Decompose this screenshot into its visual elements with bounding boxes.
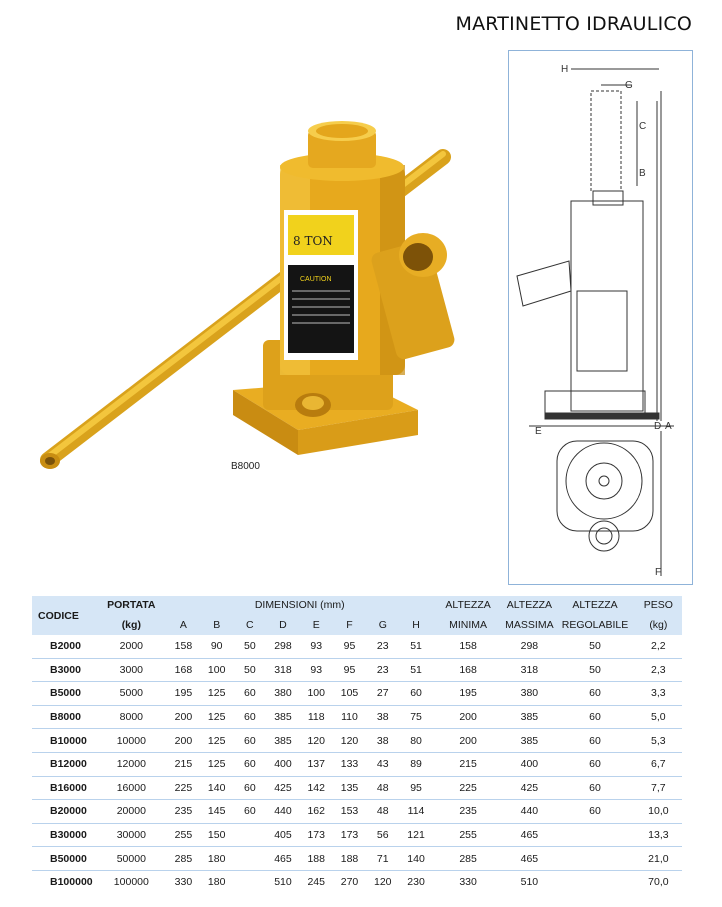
altezza-regolabile-cell — [555, 847, 634, 871]
dim-cell: 133 — [333, 752, 366, 776]
dim-cell: 56 — [366, 823, 399, 847]
dim-cell: 270 — [340, 876, 359, 889]
dim-cell: 245 — [307, 876, 325, 889]
code-cell: B16000 — [32, 776, 96, 800]
dim-label-a: A — [665, 421, 672, 432]
col-header-g: G — [366, 614, 399, 635]
table-row — [32, 823, 682, 847]
portata-cell: 50000 — [96, 847, 167, 871]
dim-cell: 150 — [200, 823, 233, 847]
dim-cell: 93 — [300, 658, 333, 682]
dim-cell: 114 — [399, 800, 432, 824]
portata-cell: 12000 — [96, 752, 167, 776]
dim-cell: 60 — [233, 729, 266, 753]
photo-label: B8000 — [231, 461, 260, 472]
peso-cell: 2,3 — [635, 658, 682, 682]
dim-cell: 60 — [233, 800, 266, 824]
table-row — [32, 729, 682, 753]
dim-cell: 93 — [300, 635, 333, 658]
dim-cell — [233, 847, 266, 871]
table-row — [32, 682, 682, 706]
caution-text: CAUTION — [300, 276, 332, 283]
dim-cell: 60 — [233, 705, 266, 729]
table-row — [32, 870, 682, 893]
peso-cell: 21,0 — [635, 847, 682, 871]
dim-cell: 200 — [167, 729, 200, 753]
col-header-altezza-massima-1: ALTEZZA — [503, 596, 555, 614]
table-row — [32, 776, 682, 800]
dim-cell: 125 — [200, 752, 233, 776]
peso-cell: 5,3 — [635, 729, 682, 753]
dim-cell: 43 — [366, 752, 399, 776]
dim-cell: 50 — [233, 635, 266, 658]
col-header-a: A — [167, 614, 200, 635]
dim-cell: 440 — [266, 800, 299, 824]
peso-cell: 7,7 — [635, 776, 682, 800]
dim-cell: 180 — [207, 876, 226, 889]
dim-cell: 38 — [366, 705, 399, 729]
altezza-massima-cell: 465 — [503, 823, 555, 847]
code-cell: B2000 — [32, 635, 96, 658]
code-cell: B3000 — [32, 658, 96, 682]
dim-cell: 140 — [399, 847, 432, 871]
dim-cell: 298 — [266, 635, 299, 658]
dim-cell — [233, 823, 266, 847]
altezza-massima-cell: 465 — [503, 847, 555, 871]
table-row — [32, 705, 682, 729]
technical-drawing-svg — [509, 51, 692, 584]
portata-cell: 30000 — [96, 823, 167, 847]
dim-cell: 71 — [366, 847, 399, 871]
altezza-regolabile-cell: 60 — [555, 776, 634, 800]
header-row-1 — [32, 596, 682, 614]
dim-label-h: H — [561, 64, 569, 75]
altezza-regolabile-cell: 60 — [555, 705, 634, 729]
portata-cell: 5000 — [96, 682, 167, 706]
dim-cell: 95 — [399, 776, 432, 800]
dim-cell: 235 — [167, 800, 200, 824]
dim-label-f: F — [655, 567, 662, 578]
altezza-regolabile-cell: 60 — [555, 729, 634, 753]
altezza-minima-cell: 168 — [433, 658, 504, 682]
altezza-minima-cell: 330 — [459, 876, 477, 889]
col-header-d: D — [266, 614, 299, 635]
dim-cell: 48 — [366, 776, 399, 800]
col-header-altezza-regolabile-1: ALTEZZA — [555, 596, 634, 614]
table-row — [32, 635, 682, 658]
dim-cell: 188 — [333, 847, 366, 871]
dim-cell: 285 — [167, 847, 200, 871]
dim-cell: 60 — [233, 752, 266, 776]
altezza-regolabile-cell: 50 — [555, 635, 634, 658]
altezza-regolabile-cell: 60 — [555, 800, 634, 824]
dim-cell: 158 — [167, 635, 200, 658]
altezza-massima-cell: 385 — [503, 705, 555, 729]
dim-cell: 50 — [233, 658, 266, 682]
peso-cell: 10,0 — [635, 800, 682, 824]
portata-cell: 2000 — [96, 635, 167, 658]
dim-cell: 95 — [333, 658, 366, 682]
peso-cell: 70,0 — [648, 876, 669, 889]
technical-drawing — [508, 50, 693, 585]
dim-cell: 168 — [167, 658, 200, 682]
dim-cell: 425 — [266, 776, 299, 800]
col-header-altezza-minima-2: MINIMA — [433, 614, 504, 635]
altezza-minima-cell: 200 — [433, 729, 504, 753]
portata-cell: 20000 — [96, 800, 167, 824]
dim-cell: 200 — [167, 705, 200, 729]
altezza-massima-cell: 440 — [503, 800, 555, 824]
dim-cell: 120 — [333, 729, 366, 753]
col-header-peso-2: (kg) — [635, 614, 682, 635]
altezza-massima-cell: 425 — [503, 776, 555, 800]
dim-cell: 125 — [200, 729, 233, 753]
peso-cell: 5,0 — [635, 705, 682, 729]
col-header-peso-1: PESO — [635, 596, 682, 614]
altezza-regolabile-cell — [555, 823, 634, 847]
dim-cell: 142 — [300, 776, 333, 800]
dim-cell: 110 — [333, 705, 366, 729]
dim-cell: 90 — [200, 635, 233, 658]
jack-photo — [28, 105, 468, 495]
dim-cell: 100 — [300, 682, 333, 706]
dim-cell: 51 — [399, 658, 432, 682]
dim-label-e: E — [535, 426, 542, 437]
dim-cell: 89 — [399, 752, 432, 776]
dim-cell: 38 — [366, 729, 399, 753]
dim-cell: 75 — [399, 705, 432, 729]
col-header-altezza-minima-1: ALTEZZA — [433, 596, 504, 614]
dim-cell: 180 — [200, 847, 233, 871]
dim-cell: 225 — [167, 776, 200, 800]
dim-cell: 318 — [266, 658, 299, 682]
dim-cell: 405 — [266, 823, 299, 847]
dim-cell: 173 — [333, 823, 366, 847]
altezza-massima-cell: 385 — [503, 729, 555, 753]
altezza-massima-cell: 380 — [503, 682, 555, 706]
dim-cell: 121 — [399, 823, 432, 847]
dim-cell: 95 — [333, 635, 366, 658]
peso-cell: 3,3 — [635, 682, 682, 706]
altezza-regolabile-cell — [555, 870, 634, 893]
table-row — [32, 752, 682, 776]
dim-label-c: C — [639, 121, 647, 132]
code-cell: B100000 — [50, 876, 93, 889]
code-cell: B12000 — [32, 752, 96, 776]
dim-cell: 60 — [399, 682, 432, 706]
dim-cell: 80 — [399, 729, 432, 753]
dim-label-d: D — [654, 421, 662, 432]
dim-cell: 385 — [266, 705, 299, 729]
dim-cell: 135 — [333, 776, 366, 800]
code-cell: B5000 — [32, 682, 96, 706]
portata-cell: 16000 — [96, 776, 167, 800]
dim-label-b: B — [639, 168, 646, 179]
dim-cell: 215 — [167, 752, 200, 776]
portata-cell: 3000 — [96, 658, 167, 682]
altezza-minima-cell: 200 — [433, 705, 504, 729]
dim-cell: 118 — [300, 705, 333, 729]
altezza-massima-cell: 510 — [520, 876, 539, 889]
col-header-c: C — [233, 614, 266, 635]
code-cell: B30000 — [32, 823, 96, 847]
dim-cell: 173 — [300, 823, 333, 847]
col-header-codice: CODICE — [32, 596, 96, 635]
dim-cell: 125 — [200, 705, 233, 729]
dim-cell: 23 — [366, 658, 399, 682]
dim-cell: 230 — [407, 876, 425, 889]
portata-cell: 100000 — [113, 876, 149, 889]
dim-cell: 120 — [374, 876, 392, 889]
altezza-minima-cell: 255 — [433, 823, 504, 847]
peso-cell: 6,7 — [635, 752, 682, 776]
dim-cell: 51 — [399, 635, 432, 658]
dim-cell: 60 — [233, 682, 266, 706]
code-cell: B20000 — [32, 800, 96, 824]
dim-cell: 140 — [200, 776, 233, 800]
dim-cell — [233, 870, 266, 893]
altezza-minima-cell: 158 — [433, 635, 504, 658]
peso-cell: 13,3 — [635, 823, 682, 847]
dim-cell: 195 — [167, 682, 200, 706]
altezza-minima-cell: 195 — [433, 682, 504, 706]
dim-cell: 330 — [174, 876, 193, 889]
dim-cell: 23 — [366, 635, 399, 658]
dim-cell: 510 — [274, 876, 292, 889]
dim-cell: 125 — [200, 682, 233, 706]
spec-table-body — [32, 635, 682, 894]
portata-cell: 8000 — [96, 705, 167, 729]
code-cell: B10000 — [32, 729, 96, 753]
dim-cell: 145 — [200, 800, 233, 824]
peso-cell: 2,2 — [635, 635, 682, 658]
col-header-h: H — [399, 614, 432, 635]
portata-cell: 10000 — [96, 729, 167, 753]
col-header-altezza-massima-2: MASSIMA — [503, 614, 555, 635]
table-row — [32, 800, 682, 824]
dim-cell: 162 — [300, 800, 333, 824]
dim-cell: 153 — [333, 800, 366, 824]
altezza-minima-cell: 225 — [433, 776, 504, 800]
col-header-portata-unit: (kg) — [96, 614, 167, 635]
dim-cell: 400 — [266, 752, 299, 776]
col-header-e: E — [300, 614, 333, 635]
altezza-massima-cell: 298 — [503, 635, 555, 658]
dim-cell: 27 — [366, 682, 399, 706]
dim-cell: 188 — [300, 847, 333, 871]
header-row-2 — [32, 614, 682, 635]
dim-cell: 48 — [366, 800, 399, 824]
altezza-minima-cell: 235 — [433, 800, 504, 824]
altezza-regolabile-cell: 60 — [555, 752, 634, 776]
dim-cell: 105 — [333, 682, 366, 706]
altezza-regolabile-cell: 60 — [555, 682, 634, 706]
dim-cell: 380 — [266, 682, 299, 706]
page-title: MARTINETTO IDRAULICO — [455, 13, 692, 35]
code-cell: B8000 — [32, 705, 96, 729]
col-header-f: F — [333, 614, 366, 635]
col-header-altezza-regolabile-2: REGOLABILE — [555, 614, 634, 635]
altezza-minima-cell: 285 — [433, 847, 504, 871]
col-header-portata: PORTATA — [96, 596, 167, 614]
spec-table — [32, 596, 682, 894]
table-row — [32, 847, 682, 871]
jack-cylinder — [280, 121, 405, 375]
col-header-b: B — [200, 614, 233, 635]
altezza-massima-cell: 318 — [503, 658, 555, 682]
code-cell: B50000 — [32, 847, 96, 871]
sticker-text: 8 TON — [293, 234, 333, 248]
dim-cell: 60 — [233, 776, 266, 800]
dim-cell: 255 — [167, 823, 200, 847]
dim-cell: 100 — [200, 658, 233, 682]
dim-cell: 465 — [266, 847, 299, 871]
dim-cell: 385 — [266, 729, 299, 753]
altezza-minima-cell: 215 — [433, 752, 504, 776]
altezza-regolabile-cell: 50 — [555, 658, 634, 682]
altezza-massima-cell: 400 — [503, 752, 555, 776]
dim-cell: 137 — [300, 752, 333, 776]
dim-cell: 120 — [300, 729, 333, 753]
table-row — [32, 658, 682, 682]
dim-label-g: G — [625, 80, 633, 91]
col-header-dimensioni: DIMENSIONI (mm) — [167, 596, 433, 614]
